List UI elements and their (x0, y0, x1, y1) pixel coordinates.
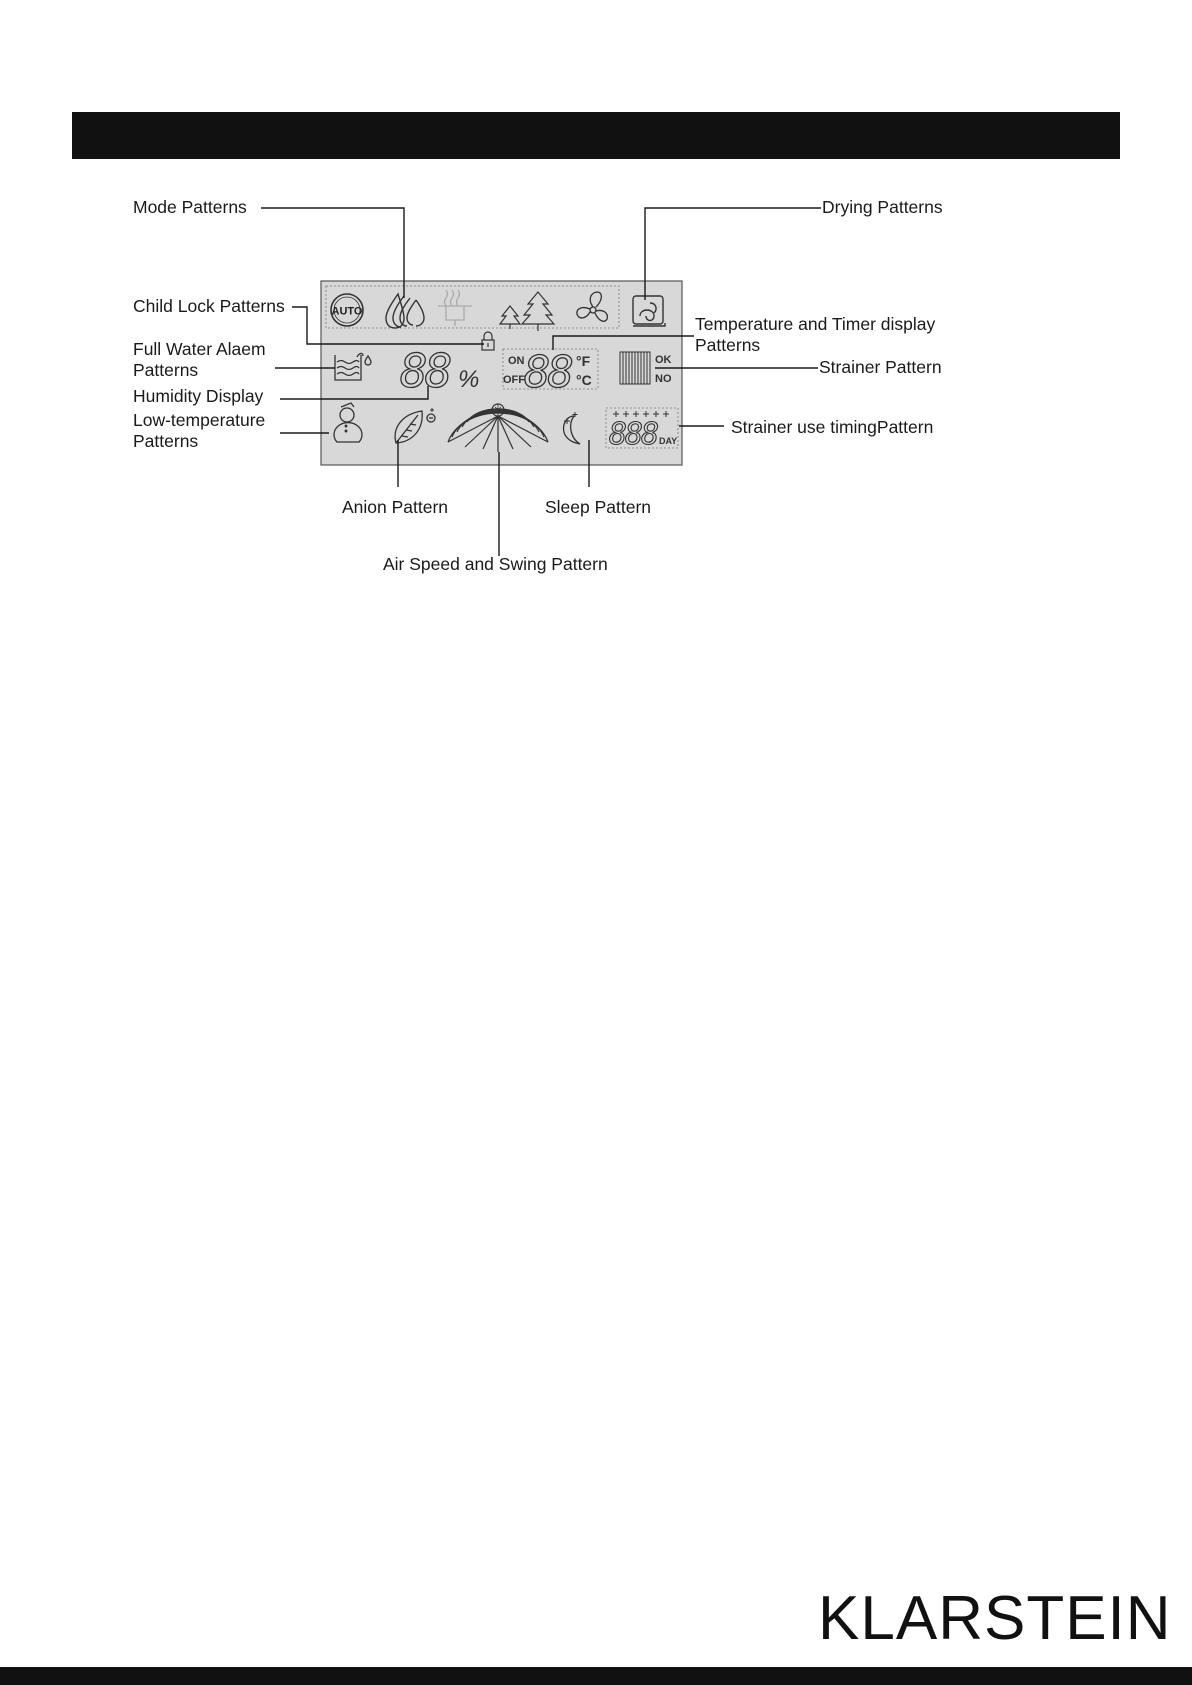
label-low-temp (133, 410, 265, 452)
label-air-speed-swing (383, 554, 608, 575)
label-anion (342, 497, 448, 518)
deg-f: °F (576, 353, 591, 369)
temp-timer-line1: Temperature and Timer display (695, 314, 936, 334)
temp-timer-line2: Patterns (695, 335, 761, 355)
footer-bar (0, 1667, 1192, 1685)
humidity-text: Humidity Display (133, 386, 264, 406)
strainer-text: Strainer Pattern (819, 357, 942, 377)
label-sleep (545, 497, 651, 518)
on-text: ON (508, 355, 525, 367)
label-humidity (133, 386, 263, 407)
no-text: NO (655, 373, 672, 385)
label-drying-patterns (822, 197, 943, 218)
label-strainer (819, 357, 942, 378)
low-temp-line1: Low-temperature (133, 410, 266, 430)
humidity-digits: 88 (400, 344, 450, 398)
temp-digits: 88 (524, 347, 571, 398)
full-water-line1: Full Water Alaem (133, 339, 266, 359)
label-full-water (133, 339, 266, 381)
air-speed-swing-text: Air Speed and Swing Pattern (383, 554, 608, 574)
timer-digits: 888 (609, 417, 658, 452)
sleep-text: Sleep Pattern (545, 497, 652, 517)
deg-c: °C (576, 372, 592, 388)
label-child-lock (133, 296, 285, 317)
anion-text: Anion Pattern (342, 497, 449, 517)
low-temp-line2: Patterns (133, 431, 199, 451)
auto-text: AUTO (331, 305, 363, 318)
child-lock-text: Child Lock Patterns (133, 296, 285, 316)
label-strainer-timing (731, 417, 933, 438)
brand-logo: KLARSTEIN (818, 1584, 1172, 1653)
drying-patterns-text: Drying Patterns (822, 197, 943, 217)
ok-text: OK (655, 354, 672, 366)
label-mode-patterns (133, 197, 247, 218)
off-text: OFF (503, 374, 525, 386)
full-water-line2: Patterns (133, 360, 199, 380)
humidity-percent: % (458, 366, 480, 393)
strainer-timing-text: Strainer use timingPattern (731, 417, 934, 437)
label-temp-timer (695, 314, 935, 356)
mode-patterns-text: Mode Patterns (133, 197, 247, 217)
day-text: DAY (659, 436, 678, 446)
